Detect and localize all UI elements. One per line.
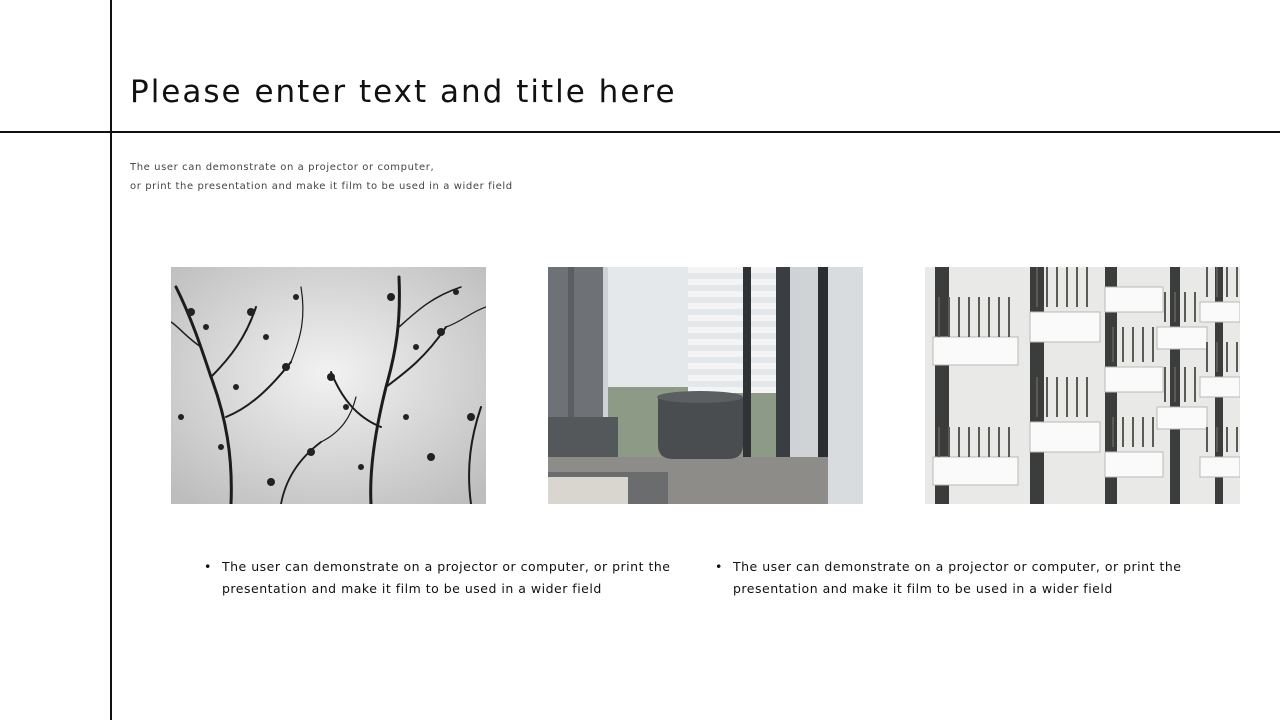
subtitle-line-1: The user can demonstrate on a projector or computer, (130, 162, 435, 173)
bathroom-interior-image (548, 267, 863, 504)
bullet-marker: • (715, 559, 723, 574)
bullet-text-block-2[interactable] (715, 556, 1193, 600)
bullet-marker: • (204, 559, 212, 574)
photo-building-balconies[interactable] (925, 267, 1240, 504)
horizontal-divider-line (0, 131, 1280, 133)
building-balconies-image (925, 267, 1240, 504)
bullet-text: The user can demonstrate on a projector or computer, or print the presentation and make it film to be used in a wider field (733, 559, 1182, 596)
slide-subtitle[interactable] (130, 158, 513, 196)
vertical-divider-line (110, 0, 112, 720)
tree-branches-image (171, 267, 486, 504)
bullet-text-block-1[interactable] (204, 556, 682, 600)
photo-tree-branches[interactable] (171, 267, 486, 504)
slide-title[interactable]: Please enter text and title here (130, 74, 677, 110)
subtitle-line-2: or print the presentation and make it film to be used in a wider field (130, 181, 513, 192)
bullet-text: The user can demonstrate on a projector or computer, or print the presentation and make it film to be used in a wider field (222, 559, 671, 596)
photo-bathroom-interior[interactable] (548, 267, 863, 504)
